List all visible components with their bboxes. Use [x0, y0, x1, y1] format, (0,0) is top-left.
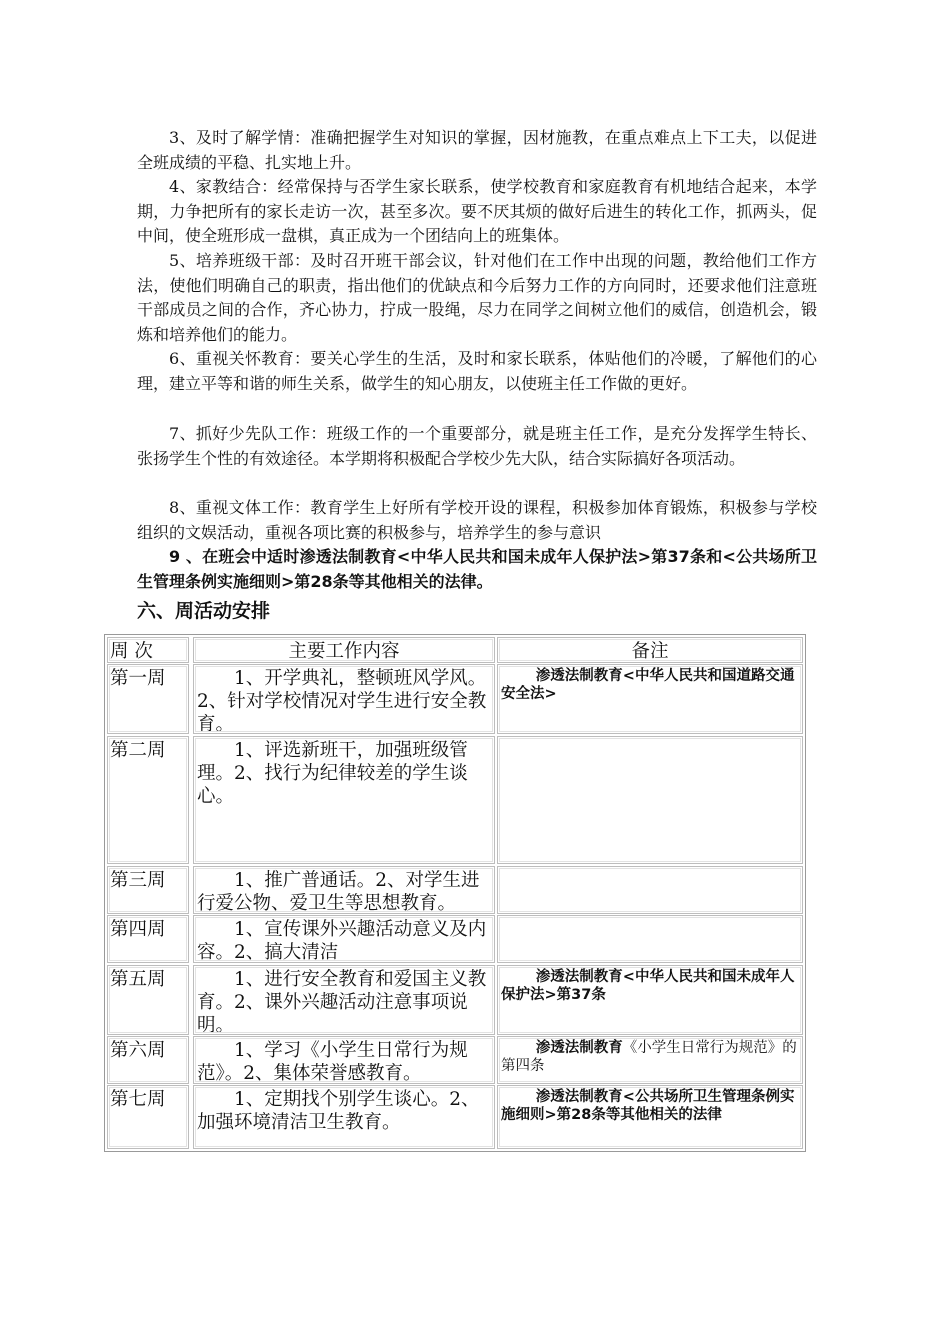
header-content: 主要工作内容: [193, 637, 495, 663]
week-cell: 第六周: [107, 1036, 189, 1084]
table-row: [105, 1085, 805, 1149]
note-text: 渗透法制教育<中华人民共和国道路交通安全法>: [501, 668, 795, 702]
table-row: [105, 664, 805, 734]
week-cell: 第五周: [107, 965, 189, 1035]
note-cell: [497, 1085, 803, 1149]
header-note: 备注: [497, 637, 803, 663]
table-row: [105, 866, 805, 914]
section-heading: 六、周活动安排: [137, 600, 271, 622]
note-text: 渗透法制教育<中华人民共和国未成年人保护法>第37条: [501, 969, 795, 1003]
paragraph-4: 4、家教结合：经常保持与否学生家长联系，使学校教育和家庭教育有机地结合起来，本学期，力争把所有的家长走访一次，甚至多次。要不厌其烦的做好后进生的转化工作，抓两头，促中间，使全班形成一盘棋，真正成为一个团结向上的班集体。: [137, 177, 817, 246]
note-cell: [497, 915, 803, 963]
table-row: [105, 965, 805, 1035]
content-cell: 1、评选新班干，加强班级管理。2、找行为纪律较差的学生谈心。: [193, 736, 495, 864]
content-cell: 1、开学典礼，整顿班风学风。2、针对学校情况对学生进行安全教育。: [193, 664, 495, 734]
paragraph-7: 7、抓好少先队工作：班级工作的一个重要部分，就是班主任工作，是充分发挥学生特长、张扬学生个性的有效途径。本学期将积极配合学校少先大队，结合实际搞好各项活动。: [137, 424, 817, 468]
paragraph-3: 3、及时了解学情：准确把握学生对知识的掌握，因材施教，在重点难点上下工夫，以促进全班成绩的平稳、扎实地上升。: [137, 128, 817, 172]
table-row: [105, 915, 805, 963]
weekly-schedule-table: [104, 634, 806, 1152]
week-cell: 第七周: [107, 1085, 189, 1149]
note-text: 渗透法制教育<公共场所卫生管理条例实施细则>第28条等其他相关的法律: [501, 1089, 795, 1123]
content-cell: 1、进行安全教育和爱国主义教育。2、课外兴趣活动注意事项说明。: [193, 965, 495, 1035]
paragraph-8: 8、重视文体工作：教育学生上好所有学校开设的课程，积极参加体育锻炼，积极参与学校组织的文娱活动，重视各项比赛的积极参与，培养学生的参与意识: [137, 498, 817, 542]
note-cell: [497, 965, 803, 1035]
content-cell: 1、学习《小学生日常行为规范》。2、集体荣誉感教育。: [193, 1036, 495, 1084]
note-extra: 《小学生日常行为规范》的第四条: [501, 1040, 797, 1074]
table-row: [105, 1036, 805, 1084]
table-header-row: [105, 637, 805, 663]
note-text: [501, 1039, 799, 1075]
note-cell: [497, 736, 803, 864]
header-week: 周 次: [107, 637, 189, 663]
note-cell: [497, 866, 803, 914]
table-row: [105, 736, 805, 864]
content-cell: 1、推广普通话。2、对学生进行爱公物、爱卫生等思想教育。: [193, 866, 495, 914]
paragraph-5: 5、培养班级干部：及时召开班干部会议，针对他们在工作中出现的问题，教给他们工作方法，使他们明确自己的职责，指出他们的优缺点和今后努力工作的方向同时，还要求他们注意班干部成员之间的合作，齐心协力，拧成一股绳，尽力在同学之间树立他们的威信，创造机会，锻炼和培养他们的能力。: [137, 251, 817, 344]
week-cell: 第二周: [107, 736, 189, 864]
content-cell: 1、定期找个别学生谈心。2、加强环境清洁卫生教育。: [193, 1085, 495, 1149]
note-cell: [497, 664, 803, 734]
note-cell: [497, 1036, 803, 1084]
note-bold: 渗透法制教育: [535, 1040, 623, 1056]
paragraph-9: 9 、在班会中适时渗透法制教育<中华人民共和国未成年人保护法>第37条和<公共场所卫生管理条例实施细则>第28条等其他相关的法律。: [137, 547, 817, 591]
week-cell: 第一周: [107, 664, 189, 734]
week-cell: 第四周: [107, 915, 189, 963]
paragraph-6: 6、重视关怀教育：要关心学生的生活，及时和家长联系，体贴他们的冷暖，了解他们的心理，建立平等和谐的师生关系，做学生的知心朋友，以使班主任工作做的更好。: [137, 349, 817, 393]
content-cell: 1、宣传课外兴趣活动意义及内容。2、搞大清洁: [193, 915, 495, 963]
week-cell: 第三周: [107, 866, 189, 914]
